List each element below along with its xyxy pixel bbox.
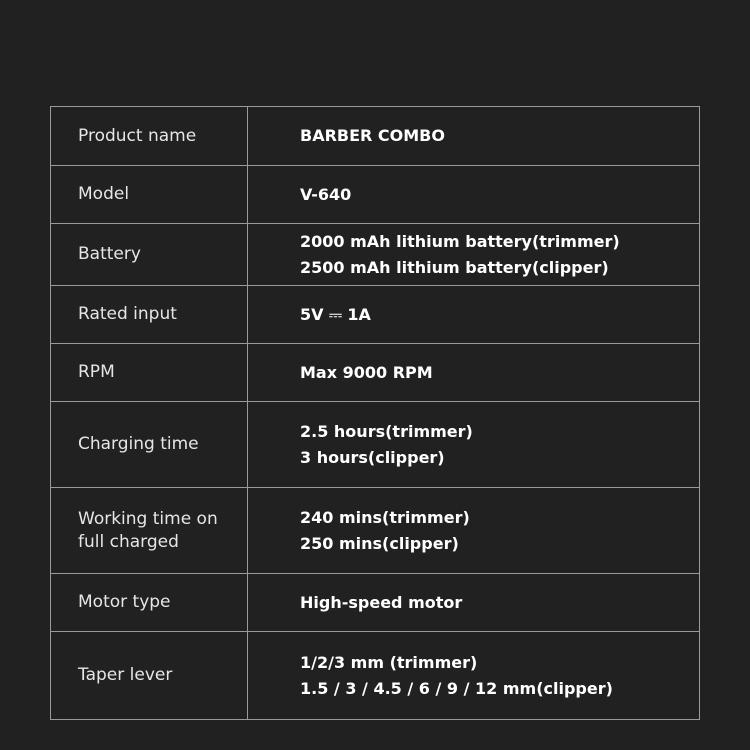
spec-label-line: Battery <box>78 244 141 264</box>
spec-value-line: 2500 mAh lithium battery(clipper) <box>300 257 609 277</box>
spec-value-line: 2.5 hours(trimmer) <box>300 421 473 441</box>
spec-value-line: BARBER COMBO <box>300 126 445 145</box>
spec-label <box>51 286 248 344</box>
spec-row-product-name <box>51 107 700 166</box>
spec-label <box>51 488 248 574</box>
spec-value-line: Max 9000 RPM <box>300 362 433 382</box>
spec-value-line: 1/2/3 mm (trimmer) <box>300 652 478 672</box>
spec-value <box>248 402 700 488</box>
spec-row-taper-lever <box>51 632 700 720</box>
spec-value-line: V-640 <box>300 184 352 204</box>
spec-row-battery <box>51 224 700 286</box>
spec-row-model <box>51 166 700 224</box>
spec-label-line: Motor type <box>78 592 171 612</box>
spec-label-line: RPM <box>78 362 115 382</box>
spec-label <box>51 632 248 720</box>
spec-row-rated-input <box>51 286 700 344</box>
spec-value-line: 2000 mAh lithium battery(trimmer) <box>300 231 620 251</box>
spec-table <box>50 106 700 720</box>
spec-value <box>248 107 700 166</box>
spec-value <box>248 224 700 286</box>
spec-label-line: full charged <box>78 531 179 552</box>
spec-label <box>51 107 248 166</box>
spec-value <box>248 344 700 402</box>
spec-label-line: Model <box>78 184 130 204</box>
spec-row-motor-type <box>51 574 700 632</box>
spec-value-line: 1.5 / 3 / 4.5 / 6 / 9 / 12 mm(clipper) <box>300 678 613 698</box>
spec-row-rpm <box>51 344 700 402</box>
spec-value <box>248 286 700 344</box>
spec-value <box>248 488 700 574</box>
spec-value <box>248 166 700 224</box>
spec-label-line: Rated input <box>78 304 177 324</box>
spec-value-line: 3 hours(clipper) <box>300 447 445 467</box>
spec-row-working-time <box>51 488 700 574</box>
spec-row-charging-time <box>51 402 700 488</box>
spec-label <box>51 166 248 224</box>
spec-label-line: Charging time <box>78 434 199 454</box>
spec-label <box>51 402 248 488</box>
spec-value-line: 5V ⎓ 1A <box>300 304 371 324</box>
spec-label-line: Working time on <box>78 508 218 529</box>
spec-value <box>248 632 700 720</box>
spec-label <box>51 574 248 632</box>
spec-value-line: 250 mins(clipper) <box>300 533 459 553</box>
spec-label-line: Product name <box>78 125 197 146</box>
spec-label-line: Taper lever <box>78 665 173 685</box>
spec-value-line: High-speed motor <box>300 592 463 612</box>
spec-label <box>51 224 248 286</box>
spec-label <box>51 344 248 402</box>
spec-value <box>248 574 700 632</box>
spec-value-line: 240 mins(trimmer) <box>300 507 470 527</box>
